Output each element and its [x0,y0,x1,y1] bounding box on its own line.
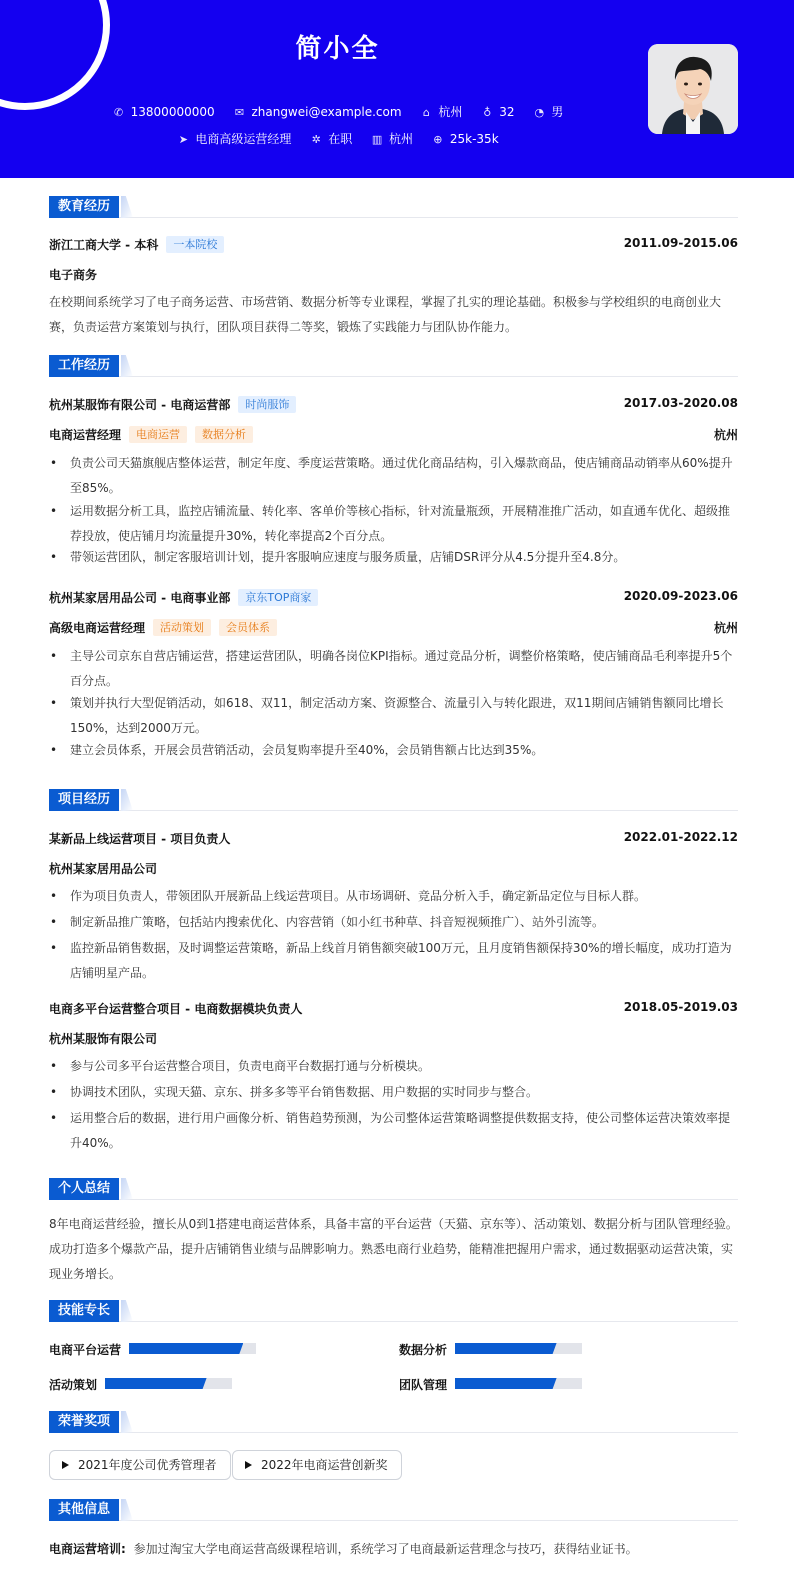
project-date: 2022.01-2022.12 [623,830,738,844]
job-industry-tag: 时尚服饰 [238,396,296,413]
city-info: ⌂ 杭州 [419,103,462,120]
education-major: 电子商务 [49,268,98,282]
section-title-decoration [121,355,133,377]
job-role: 电商运营经理 [49,428,122,442]
job-date: 2020.09-2023.06 [623,589,738,603]
skill-bar [105,1378,232,1389]
award-item: 2021年度公司优秀管理者 [49,1450,231,1480]
email-info: ✉ zhangwei@example.com [232,105,401,119]
section-title-decoration [121,1499,133,1521]
play-icon [245,1461,252,1469]
resume-header [0,0,794,178]
job-skill-tag: 会员体系 [219,619,277,636]
job-bullet: • 运用数据分析工具，监控店铺流量、转化率、客单价等核心指标，针对流量瓶颈，开展精准推广活动，如直通车优化、超级推荐投放，使店铺月均流量提升30%，转化率提高2个百分点。 [49,499,738,549]
section-title-projects [49,789,738,811]
education-description: 在校期间系统学习了电子商务运营、市场营销、数据分析等专业课程，掌握了扎实的理论基础。积极参与学校组织的电商创业大赛，负责运营方案策划与执行，团队项目获得二等奖，锻炼了实践能力与团队协作能力。 [49,295,722,334]
avatar-photo-icon [648,44,738,134]
coin-icon: ⊕ [433,133,443,146]
job-role: 高级电商运营经理 [49,621,146,635]
avatar [648,44,738,134]
project-name: 某新品上线运营项目 - 项目负责人 [49,832,231,846]
award-item: 2022年电商运营创新奖 [232,1450,402,1480]
summary-text: 8年电商运营经验，擅长从0到1搭建电商运营体系，具备丰富的平台运营（天猫、京东等）、活动策划、数据分析与团队管理经验。成功打造多个爆款产品，提升店铺销售业绩与品牌影响力。熟悉电商行业趋势，能精准把握用户需求，通过数据驱动运营决策，实现业务增长。 [49,1217,738,1281]
candidate-name: 简小全 [295,34,380,64]
cake-icon: ♁ [483,106,492,119]
school-name: 浙江工商大学 - 本科 [49,238,159,252]
skill-bar-fill [129,1343,243,1354]
project-company: 杭州某家居用品公司 [49,862,158,876]
send-icon: ➤ [178,133,188,146]
skill-name: 数据分析 [399,1343,448,1357]
job-intent-row [0,130,675,147]
project-bullet: • 监控新品销售数据，及时调整运营策略，新品上线首月销售额突破100万元，且月度销售额保持30%的增长幅度，成功打造为店铺明星产品。 [49,936,738,986]
section-title-other [49,1499,738,1521]
job-bullet: • 主导公司京东自营店铺运营，搭建运营团队，明确各岗位KPI指标。通过竞品分析，调整价格策略，使店铺商品毛利率提升5个百分点。 [49,644,738,694]
education-header-row [49,236,738,253]
project-name: 电商多平台运营整合项目 - 电商数据模块负责人 [49,1002,303,1016]
job-bullet: • 负责公司天猫旗舰店整体运营，制定年度、季度运营策略。通过优化商品结构，引入爆款商品，使店铺商品动销率从60%提升至85%。 [49,451,738,501]
job-header-row [49,589,738,606]
gender-info: ◔ 男 [532,103,563,120]
work-section [49,355,738,775]
job-skill-tag: 活动策划 [153,619,211,636]
job-city: 杭州 [713,621,738,635]
skill-name: 团队管理 [399,1378,448,1392]
skill-name: 活动策划 [49,1378,98,1392]
job-city: 杭州 [713,428,738,442]
project-bullet: • 运用整合后的数据，进行用户画像分析、销售趋势预测，为公司整体运营策略调整提供数据支持，使公司整体运营决策效率提升40%。 [49,1106,738,1156]
section-title-label: 其他信息 [49,1499,119,1521]
section-title-label: 个人总结 [49,1178,119,1200]
job-role-row [49,426,738,443]
section-title-awards [49,1411,738,1433]
section-title-decoration [121,789,133,811]
position-info: ➤ 电商高级运营经理 [176,130,291,147]
skill-bar-fill [455,1378,557,1389]
education-date: 2011.09-2015.06 [623,236,738,250]
mail-icon: ✉ [234,106,245,119]
skill-bar [129,1343,256,1354]
other-info-text: 参加过淘宝大学电商运营高级课程培训，系统学习了电商最新运营理念与技巧，获得结业证书。 [133,1542,638,1556]
job-header-row [49,396,738,413]
building-icon: ▥ [371,133,383,146]
section-title-decoration [121,1178,133,1200]
summary-section [49,1178,738,1288]
skill-bar-fill [105,1378,207,1389]
section-title-label: 技能专长 [49,1300,119,1322]
project-company: 杭州某服饰有限公司 [49,1032,158,1046]
contact-row [0,103,675,120]
job-industry-tag: 京东TOP商家 [238,589,318,606]
project-header-row [49,1000,738,1017]
job-bullet: • 策划并执行大型促销活动，如618、双11，制定活动方案、资源整合、流量引入与转化跟进，双11期间店铺销售额同比增长150%，达到2000万元。 [49,691,738,741]
phone-info: ✆ 13800000000 [112,105,215,119]
play-icon [62,1461,69,1469]
target-city-info: ▥ 杭州 [371,132,414,146]
section-title-label: 项目经历 [49,789,119,811]
job-skill-tag: 电商运营 [129,426,187,443]
awards-list [49,1450,738,1482]
skills-section [49,1300,738,1400]
skill-name: 电商平台运营 [49,1343,122,1357]
school-tag: 一本院校 [166,236,224,253]
other-info-label: 电商运营培训: [49,1542,126,1556]
section-title-decoration [121,1300,133,1322]
section-title-summary [49,1178,738,1200]
status-info: ✲ 在职 [309,130,352,147]
job-date: 2017.03-2020.08 [623,396,738,410]
skill-bar [455,1378,582,1389]
job-skill-tag: 数据分析 [195,426,253,443]
section-title-label: 荣誉奖项 [49,1411,119,1433]
awards-section [49,1411,738,1486]
other-section [49,1499,738,1569]
section-title-education [49,196,738,218]
skill-bar [455,1343,582,1354]
phone-icon: ✆ [114,106,124,119]
section-title-work [49,355,738,377]
project-bullet: • 作为项目负责人，带领团队开展新品上线运营项目。从市场调研、竞品分析入手，确定新品定位与目标人群。 [49,884,738,909]
project-bullet: • 制定新品推广策略，包括站内搜索优化、内容营销（如小红书种草、抖音短视频推广）、站外引流等。 [49,910,738,935]
gear-icon: ✲ [311,133,321,146]
section-title-decoration [121,196,133,218]
projects-section [49,789,738,1164]
project-date: 2018.05-2019.03 [623,1000,738,1014]
other-info-row [49,1540,738,1557]
education-section [49,196,738,341]
job-company: 杭州某家居用品公司 - 电商事业部 [49,591,231,605]
section-title-label: 教育经历 [49,196,119,218]
project-bullet: • 协调技术团队，实现天猫、京东、拼多多等平台销售数据、用户数据的实时同步与整合。 [49,1080,738,1105]
section-title-skills [49,1300,738,1322]
age-info: ♁ 32 [480,105,514,119]
job-company: 杭州某服饰有限公司 - 电商运营部 [49,398,231,412]
project-header-row [49,830,738,847]
project-bullet: • 参与公司多平台运营整合项目，负责电商平台数据打通与分析模块。 [49,1054,738,1079]
job-bullet: • 建立会员体系，开展会员营销活动，会员复购率提升至40%，会员销售额占比达到35%。 [49,738,738,763]
salary-info: ⊕ 25k-35k [431,132,499,146]
home-icon: ⌂ [422,106,430,119]
skill-bar-fill [455,1343,557,1354]
section-title-decoration [121,1411,133,1433]
gender-icon: ◔ [534,106,545,119]
job-bullet: • 带领运营团队，制定客服培训计划，提升客服响应速度与服务质量，店铺DSR评分从4.5分提升至4.8分。 [49,545,738,570]
job-role-row [49,619,738,636]
section-title-label: 工作经历 [49,355,119,377]
